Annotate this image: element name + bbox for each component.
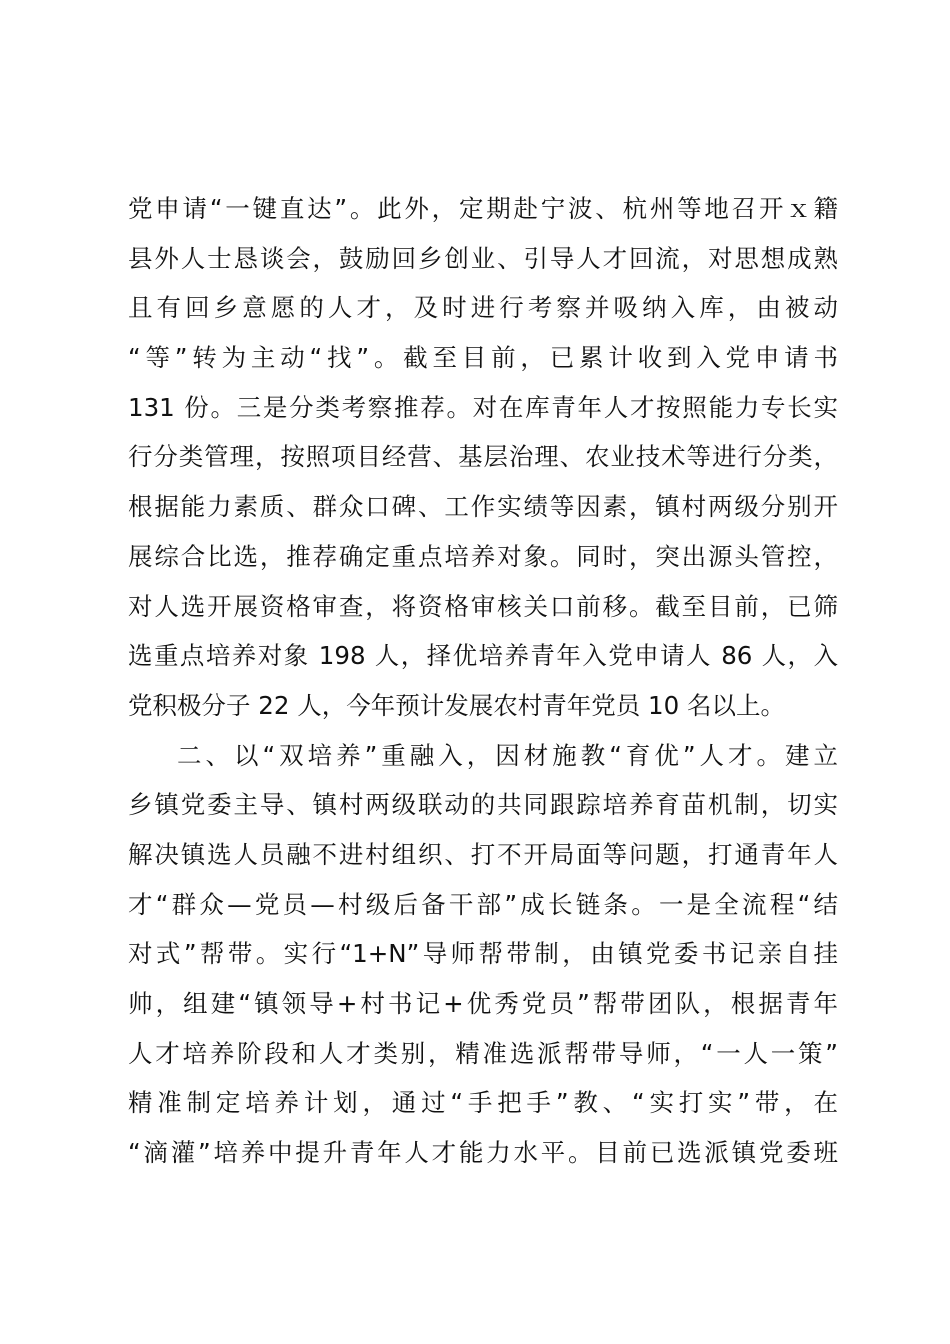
text-line: 才“群众—党员—村级后备干部”成长链条。一是全流程“结 — [128, 889, 838, 919]
text-line: 行分类管理，按照项目经营、基层治理、农业技术等进行分类， — [128, 442, 838, 472]
text-line: 根据能力素质、群众口碑、工作实绩等因素，镇村两级分别开 — [128, 492, 838, 522]
text-line: 对式”帮带。实行“1+N”导师帮带制，由镇党委书记亲自挂 — [128, 939, 838, 969]
text-line: 解决镇选人员融不进村组织、打不开局面等问题，打通青年人 — [128, 839, 838, 869]
text-line: “等”转为主动“找”。截至目前，已累计收到入党申请书 — [128, 343, 838, 373]
text-line: 人才培养阶段和人才类别，精准选派帮带导师，“一人一策” — [128, 1038, 838, 1068]
text-line: 选重点培养对象 198 人，择优培养青年入党申请人 86 人，入 — [128, 641, 838, 671]
text-line: 县外人士恳谈会，鼓励回乡创业、引导人才回流，对思想成熟 — [128, 243, 838, 273]
text-line: 对人选开展资格审查，将资格审核关口前移。截至目前，已筛 — [128, 591, 838, 621]
body-text — [128, 184, 838, 1178]
section-heading-line: 二、以“双培养”重融入，因材施教“育优”人才。建立 — [177, 740, 838, 770]
text-line: 且有回乡意愿的人才，及时进行考察并吸纳入库，由被动 — [128, 293, 838, 323]
text-line: 党申请“一键直达”。此外，定期赴宁波、杭州等地召开ｘ籍 — [128, 194, 838, 223]
text-line: “滴灌”培养中提升青年人才能力水平。目前已选派镇党委班 — [128, 1138, 838, 1168]
text-line: 乡镇党委主导、镇村两级联动的共同跟踪培养育苗机制，切实 — [128, 790, 838, 820]
text-line: 帅，组建“镇领导+村书记+优秀党员”帮带团队，根据青年 — [128, 989, 838, 1018]
text-line: 党积极分子 22 人，今年预计发展农村青年党员 10 名以上。 — [128, 690, 785, 720]
text-line: 精准制定培养计划，通过“手把手”教、“实打实”带，在 — [128, 1088, 838, 1118]
text-line: 展综合比选，推荐确定重点培养对象。同时，突出源头管控， — [128, 541, 838, 571]
text-line: 131 份。三是分类考察推荐。对在库青年人才按照能力专长实 — [128, 392, 838, 422]
